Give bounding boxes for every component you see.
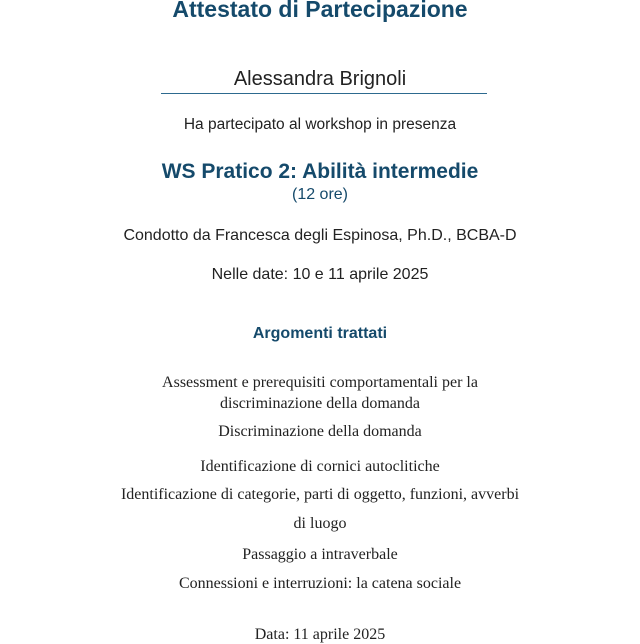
name-underline bbox=[161, 93, 487, 94]
topic-item: Connessioni e interruzioni: la catena sociale bbox=[178, 575, 462, 592]
topic-item: Passaggio a intraverbale bbox=[242, 546, 398, 563]
topic-item: Discriminazione della domanda bbox=[218, 423, 422, 440]
topics-heading: Argomenti trattati bbox=[252, 325, 388, 342]
topic-item: di luogo bbox=[293, 515, 347, 532]
workshop-title: WS Pratico 2: Abilità intermedie bbox=[161, 160, 479, 183]
issue-date: Data: 11 aprile 2025 bbox=[254, 626, 386, 643]
workshop-hours: (12 ore) bbox=[291, 186, 349, 203]
participant-name: Alessandra Brignoli bbox=[233, 68, 407, 90]
topic-item: discriminazione della domanda bbox=[220, 395, 420, 412]
topic-item: Identificazione di cornici autoclitiche bbox=[200, 458, 440, 475]
topic-item: Identificazione di categorie, parti di oggetto, funzioni, avverbi bbox=[120, 486, 520, 503]
topic-item: Assessment e prerequisiti comportamentali per la bbox=[162, 374, 478, 391]
conducted-by: Condotto da Francesca degli Espinosa, Ph.D., BCBA-D bbox=[123, 227, 517, 244]
certificate-title: Attestato di Partecipazione bbox=[172, 0, 468, 22]
intro-text: Ha partecipato al workshop in presenza bbox=[183, 116, 457, 133]
workshop-dates: Nelle date: 10 e 11 aprile 2025 bbox=[211, 266, 429, 283]
